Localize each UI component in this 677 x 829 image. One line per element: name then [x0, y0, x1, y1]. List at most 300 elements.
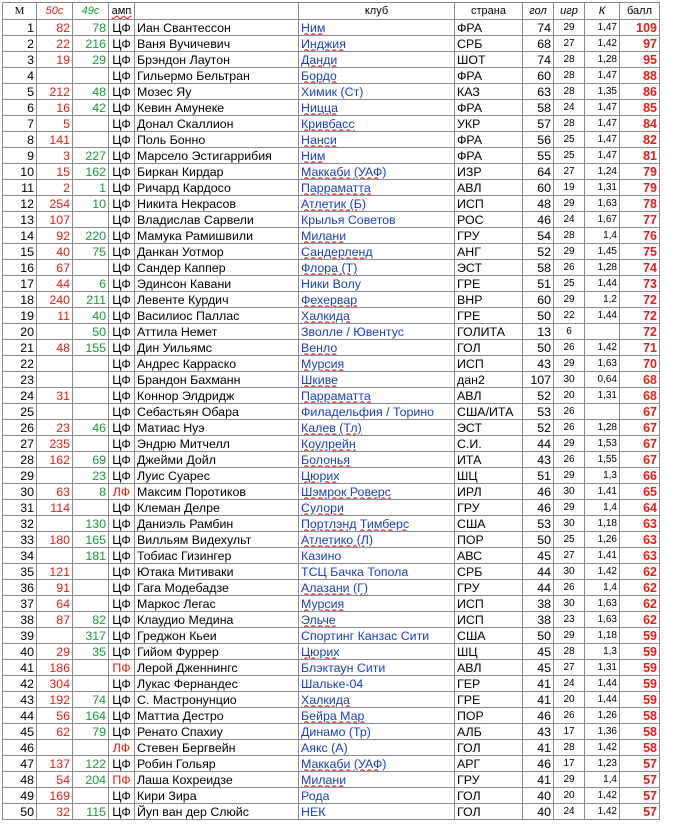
country-code: ФРА: [455, 132, 523, 148]
player-name: Матиас Нуэ: [135, 420, 299, 436]
table-row: [3, 292, 660, 308]
goals: 45: [523, 644, 554, 660]
goals: 46: [523, 484, 554, 500]
club-name: Халкида: [299, 692, 455, 708]
coefficient: 1,63: [585, 196, 620, 212]
goals: 57: [523, 116, 554, 132]
table-row: [3, 36, 660, 52]
player-name: Данкан Уотмор: [135, 244, 299, 260]
table-row: [3, 52, 660, 68]
score: 64: [620, 500, 660, 516]
rank-50c: 240: [37, 292, 73, 308]
club-name: Коулрейн: [299, 436, 455, 452]
header-50c: 50с: [37, 3, 73, 20]
goals: 68: [523, 36, 554, 52]
score: 65: [620, 484, 660, 500]
games: 29: [554, 356, 585, 372]
table-row: [3, 132, 660, 148]
games: 17: [554, 756, 585, 772]
games: 29: [554, 500, 585, 516]
table-body: [3, 20, 660, 820]
rank-50c: 82: [37, 20, 73, 36]
club-name: Халкида: [299, 308, 455, 324]
player-name: Гийом Фуррер: [135, 644, 299, 660]
score: 109: [620, 20, 660, 36]
country-code: СРБ: [455, 36, 523, 52]
player-name: Поль Бонно: [135, 132, 299, 148]
row-number: 36: [3, 580, 37, 596]
rank-49c: [73, 660, 109, 676]
games: 29: [554, 468, 585, 484]
goals: 46: [523, 212, 554, 228]
rank-50c: 121: [37, 564, 73, 580]
goals: 43: [523, 452, 554, 468]
row-number: 30: [3, 484, 37, 500]
coefficient: 1,26: [585, 708, 620, 724]
goals: 46: [523, 708, 554, 724]
player-name: Лукас Фернандес: [135, 676, 299, 692]
coefficient: 1,44: [585, 308, 620, 324]
club-name: Ники Волу: [299, 276, 455, 292]
row-number: 47: [3, 756, 37, 772]
position: ЦФ: [109, 372, 135, 388]
header-name: [135, 3, 299, 20]
club-name: Калев (Тл): [299, 420, 455, 436]
goals: 51: [523, 468, 554, 484]
player-name: Биркан Кирдар: [135, 164, 299, 180]
table-row: [3, 804, 660, 820]
country-code: ШЦ: [455, 644, 523, 660]
player-name: Андрес Карраско: [135, 356, 299, 372]
country-code: ИСП: [455, 596, 523, 612]
position: ЦФ: [109, 180, 135, 196]
player-name: Гильермо Бельтран: [135, 68, 299, 84]
score: 63: [620, 548, 660, 564]
player-name: Дин Уильямс: [135, 340, 299, 356]
row-number: 7: [3, 116, 37, 132]
row-number: 28: [3, 452, 37, 468]
goals: 107: [523, 372, 554, 388]
rank-50c: 62: [37, 724, 73, 740]
games: 6: [554, 324, 585, 340]
coefficient: 1,23: [585, 756, 620, 772]
rank-50c: 186: [37, 660, 73, 676]
club-name: Бордо: [299, 68, 455, 84]
coefficient: 1,42: [585, 36, 620, 52]
rank-50c: 5: [37, 116, 73, 132]
position: ЛФ: [109, 484, 135, 500]
row-number: 49: [3, 788, 37, 804]
row-number: 3: [3, 52, 37, 68]
position: ЦФ: [109, 452, 135, 468]
games: 29: [554, 628, 585, 644]
player-name: Максим Поротиков: [135, 484, 299, 500]
player-name: Вилльям Видехульт: [135, 532, 299, 548]
games: 27: [554, 660, 585, 676]
player-name: Себастьян Обара: [135, 404, 299, 420]
games: 22: [554, 308, 585, 324]
coefficient: [585, 404, 620, 420]
club-name: Химик (Ст): [299, 84, 455, 100]
rank-49c: 79: [73, 724, 109, 740]
goals: 53: [523, 516, 554, 532]
country-code: АВЛ: [455, 388, 523, 404]
row-number: 1: [3, 20, 37, 36]
position: ЛФ: [109, 740, 135, 756]
table-row: [3, 612, 660, 628]
rank-50c: [37, 68, 73, 84]
country-code: ГРУ: [455, 228, 523, 244]
rank-49c: [73, 68, 109, 84]
position: ЦФ: [109, 564, 135, 580]
player-name: Иан Свантессон: [135, 20, 299, 36]
rank-49c: [73, 132, 109, 148]
goals: 45: [523, 548, 554, 564]
rank-50c: 169: [37, 788, 73, 804]
position: ЦФ: [109, 84, 135, 100]
country-code: ГРУ: [455, 500, 523, 516]
position: ЦФ: [109, 276, 135, 292]
table-row: [3, 340, 660, 356]
table-row: [3, 244, 660, 260]
club-name: Флора (Т): [299, 260, 455, 276]
coefficient: 1,63: [585, 596, 620, 612]
score: 76: [620, 228, 660, 244]
row-number: 23: [3, 372, 37, 388]
rank-49c: 40: [73, 308, 109, 324]
table-row: [3, 500, 660, 516]
table-row: [3, 580, 660, 596]
coefficient: 1,28: [585, 260, 620, 276]
player-name: Донал Скаллион: [135, 116, 299, 132]
goals: 50: [523, 340, 554, 356]
country-code: СРБ: [455, 564, 523, 580]
goals: 60: [523, 68, 554, 84]
country-code: АРГ: [455, 756, 523, 772]
country-code: ГРУ: [455, 772, 523, 788]
rank-50c: 63: [37, 484, 73, 500]
player-name: Мозес Яу: [135, 84, 299, 100]
score: 63: [620, 532, 660, 548]
goals: 44: [523, 436, 554, 452]
score: 79: [620, 164, 660, 180]
score: 58: [620, 740, 660, 756]
table-row: [3, 740, 660, 756]
games: 30: [554, 596, 585, 612]
games: 29: [554, 244, 585, 260]
position: ЦФ: [109, 244, 135, 260]
club-name: Зволле / Ювентус: [299, 324, 455, 340]
games: 29: [554, 20, 585, 36]
goals: 44: [523, 564, 554, 580]
position: ЦФ: [109, 708, 135, 724]
table-row: [3, 404, 660, 420]
rank-50c: 92: [37, 228, 73, 244]
country-code: ГРЕ: [455, 692, 523, 708]
position: ЦФ: [109, 100, 135, 116]
rank-50c: 3: [37, 148, 73, 164]
table-row: [3, 276, 660, 292]
rank-49c: [73, 596, 109, 612]
country-code: дан2: [455, 372, 523, 388]
goals: 13: [523, 324, 554, 340]
country-code: ГЕР: [455, 676, 523, 692]
position: ЦФ: [109, 404, 135, 420]
header-country: страна: [455, 3, 523, 20]
table-row: [3, 772, 660, 788]
games: 26: [554, 580, 585, 596]
rank-49c: 8: [73, 484, 109, 500]
table-row: [3, 452, 660, 468]
rank-49c: 69: [73, 452, 109, 468]
score: 62: [620, 596, 660, 612]
player-name: Ричард Кардосо: [135, 180, 299, 196]
table-row: [3, 436, 660, 452]
row-number: 14: [3, 228, 37, 244]
position: ЦФ: [109, 500, 135, 516]
country-code: ГРЕ: [455, 308, 523, 324]
rank-50c: 114: [37, 500, 73, 516]
games: 26: [554, 708, 585, 724]
country-code: АВС: [455, 548, 523, 564]
games: 27: [554, 36, 585, 52]
country-code: ФРА: [455, 20, 523, 36]
coefficient: 1,28: [585, 52, 620, 68]
goals: 46: [523, 756, 554, 772]
position: ЦФ: [109, 212, 135, 228]
rank-50c: 11: [37, 308, 73, 324]
table-row: [3, 644, 660, 660]
score: 85: [620, 100, 660, 116]
position: ЦФ: [109, 532, 135, 548]
coefficient: 1,44: [585, 676, 620, 692]
coefficient: 1,31: [585, 388, 620, 404]
rank-49c: 227: [73, 148, 109, 164]
country-code: ГРУ: [455, 580, 523, 596]
row-number: 48: [3, 772, 37, 788]
rank-49c: [73, 500, 109, 516]
row-number: 25: [3, 404, 37, 420]
player-name: Сандер Каппер: [135, 260, 299, 276]
games: 29: [554, 772, 585, 788]
score: 68: [620, 372, 660, 388]
goals: 58: [523, 260, 554, 276]
position: ПФ: [109, 660, 135, 676]
position: ЦФ: [109, 628, 135, 644]
score: 68: [620, 388, 660, 404]
games: 27: [554, 548, 585, 564]
goals: 50: [523, 308, 554, 324]
players-table: [2, 2, 660, 820]
player-name: Мамука Рамишвили: [135, 228, 299, 244]
position: ЦФ: [109, 324, 135, 340]
goals: 41: [523, 772, 554, 788]
country-code: ИСП: [455, 196, 523, 212]
table-row: [3, 564, 660, 580]
goals: 55: [523, 148, 554, 164]
coefficient: 1,41: [585, 548, 620, 564]
rank-49c: 29: [73, 52, 109, 68]
country-code: ШЦ: [455, 468, 523, 484]
games: 19: [554, 180, 585, 196]
rank-50c: 192: [37, 692, 73, 708]
rank-49c: 74: [73, 692, 109, 708]
table-row: [3, 596, 660, 612]
rank-50c: 56: [37, 708, 73, 724]
games: 29: [554, 436, 585, 452]
coefficient: 1,44: [585, 692, 620, 708]
table-row: [3, 756, 660, 772]
games: 26: [554, 404, 585, 420]
rank-50c: 29: [37, 644, 73, 660]
position: ЦФ: [109, 724, 135, 740]
goals: 46: [523, 500, 554, 516]
rank-50c: [37, 372, 73, 388]
goals: 60: [523, 180, 554, 196]
row-number: 11: [3, 180, 37, 196]
coefficient: 1,3: [585, 468, 620, 484]
games: 26: [554, 260, 585, 276]
rank-50c: 16: [37, 100, 73, 116]
rank-50c: 87: [37, 612, 73, 628]
table-row: [3, 660, 660, 676]
goals: 48: [523, 196, 554, 212]
row-number: 13: [3, 212, 37, 228]
country-code: АНГ: [455, 244, 523, 260]
player-name: Гага Модебадзе: [135, 580, 299, 596]
club-name: Рода: [299, 788, 455, 804]
row-number: 35: [3, 564, 37, 580]
games: 30: [554, 372, 585, 388]
country-code: ГОЛ: [455, 788, 523, 804]
score: 67: [620, 436, 660, 452]
coefficient: 1,31: [585, 660, 620, 676]
header-goals: гол: [523, 3, 554, 20]
rank-50c: 107: [37, 212, 73, 228]
games: 20: [554, 692, 585, 708]
row-number: 20: [3, 324, 37, 340]
table-row: [3, 356, 660, 372]
goals: 60: [523, 292, 554, 308]
score: 58: [620, 708, 660, 724]
goals: 38: [523, 596, 554, 612]
player-name: Греджон Кьеи: [135, 628, 299, 644]
rank-50c: 180: [37, 532, 73, 548]
rank-50c: 44: [37, 276, 73, 292]
row-number: 40: [3, 644, 37, 660]
games: 23: [554, 612, 585, 628]
rank-49c: 181: [73, 548, 109, 564]
coefficient: 1,42: [585, 564, 620, 580]
rank-49c: 35: [73, 644, 109, 660]
coefficient: 1,47: [585, 68, 620, 84]
table-row: [3, 692, 660, 708]
club-name: Казино: [299, 548, 455, 564]
table-row: [3, 180, 660, 196]
country-code: ФРА: [455, 100, 523, 116]
country-code: КАЗ: [455, 84, 523, 100]
goals: 74: [523, 20, 554, 36]
position: ЦФ: [109, 68, 135, 84]
position: ЦФ: [109, 228, 135, 244]
country-code: РОС: [455, 212, 523, 228]
club-name: Алазани (Г): [299, 580, 455, 596]
games: 28: [554, 116, 585, 132]
games: 26: [554, 420, 585, 436]
coefficient: 1,53: [585, 436, 620, 452]
table-row: [3, 324, 660, 340]
coefficient: 1,42: [585, 804, 620, 820]
rank-50c: 91: [37, 580, 73, 596]
table-row: [3, 260, 660, 276]
table-row: [3, 468, 660, 484]
score: 67: [620, 452, 660, 468]
country-code: С.И.: [455, 436, 523, 452]
club-name: ТСЦ Бачка Топола: [299, 564, 455, 580]
rank-50c: 67: [37, 260, 73, 276]
rank-50c: 254: [37, 196, 73, 212]
country-code: ГОЛ: [455, 804, 523, 820]
club-name: Кривбасс: [299, 116, 455, 132]
games: 25: [554, 132, 585, 148]
games: 25: [554, 148, 585, 164]
rank-49c: 10: [73, 196, 109, 212]
rank-50c: 162: [37, 452, 73, 468]
player-name: Стевен Бергвейн: [135, 740, 299, 756]
row-number: 21: [3, 340, 37, 356]
rank-49c: [73, 212, 109, 228]
rank-50c: 19: [37, 52, 73, 68]
row-number: 5: [3, 84, 37, 100]
player-name: Марсело Эстигаррибия: [135, 148, 299, 164]
player-name: Кевин Амунеке: [135, 100, 299, 116]
coefficient: 1,42: [585, 340, 620, 356]
country-code: ИРЛ: [455, 484, 523, 500]
table-row: [3, 100, 660, 116]
table-row: [3, 388, 660, 404]
goals: 43: [523, 724, 554, 740]
player-name: Клеман Делре: [135, 500, 299, 516]
goals: 52: [523, 388, 554, 404]
player-name: Эндрю Митчелл: [135, 436, 299, 452]
rank-49c: [73, 356, 109, 372]
table-row: [3, 628, 660, 644]
country-code: ПОР: [455, 532, 523, 548]
table-row: [3, 548, 660, 564]
row-number: 9: [3, 148, 37, 164]
goals: 74: [523, 52, 554, 68]
rank-49c: 164: [73, 708, 109, 724]
row-number: 17: [3, 276, 37, 292]
score: 78: [620, 196, 660, 212]
position: ЦФ: [109, 20, 135, 36]
rank-49c: 1: [73, 180, 109, 196]
table-row: [3, 164, 660, 180]
club-name: Данди: [299, 52, 455, 68]
goals: 52: [523, 244, 554, 260]
score: 72: [620, 324, 660, 340]
score: 72: [620, 292, 660, 308]
position: ЦФ: [109, 164, 135, 180]
rank-49c: [73, 116, 109, 132]
player-name: Лаша Кохреидзе: [135, 772, 299, 788]
player-name: Клаудио Медина: [135, 612, 299, 628]
club-name: Сандерленд: [299, 244, 455, 260]
goals: 50: [523, 628, 554, 644]
coefficient: 1,2: [585, 292, 620, 308]
coefficient: 1,4: [585, 500, 620, 516]
score: 66: [620, 468, 660, 484]
